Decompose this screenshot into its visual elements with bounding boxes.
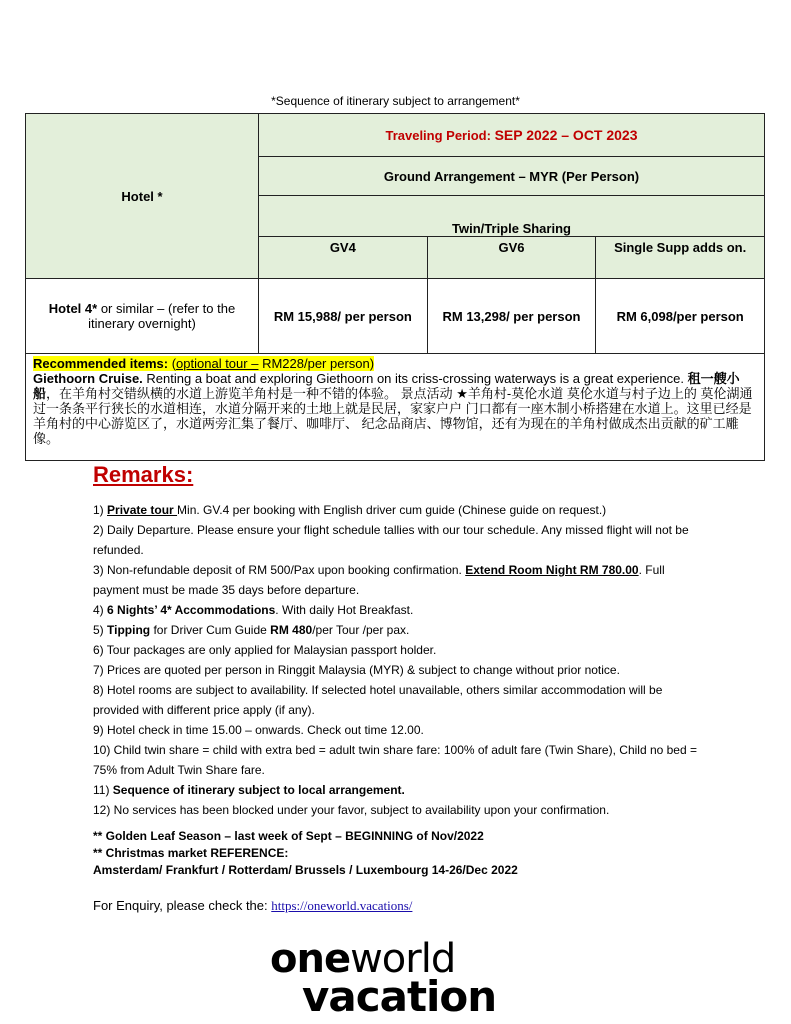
traveling-period: [259, 114, 765, 157]
oneworld-vacation-logo: [270, 936, 530, 1021]
remark-3-bold: Extend Room Night RM 780.00: [465, 563, 639, 577]
golden-leaf-note: ** Golden Leaf Season – last week of Sept – BEGINNING of Nov/2022: [93, 829, 484, 843]
remark-3: [93, 560, 703, 600]
remark-11-bold: Sequence of itinerary subject to local arrangement.: [112, 783, 405, 797]
remark-11: [93, 780, 703, 800]
remark-8: 8) Hotel rooms are subject to availability. If selected hotel unavailable, others similar accommodation will be provided with different price apply (if any).: [93, 683, 663, 717]
traveling-period-label: Traveling Period:: [385, 128, 495, 143]
ground-arrangement: Ground Arrangement – MYR (Per Person): [259, 157, 765, 196]
recommended-items: [26, 354, 765, 461]
logo-vacation: vacation: [302, 972, 497, 1021]
remark-4-bold: 6 Nights’ 4* Accommodations: [107, 603, 276, 617]
itinerary-sequence-note: *Sequence of itinerary subject to arrangement*: [271, 94, 520, 108]
column-gv4: GV4: [259, 237, 428, 279]
remarks-title: Remarks:: [93, 462, 194, 487]
hotel-row-label-bold: Hotel 4*: [48, 301, 98, 316]
remark-4: [93, 600, 703, 620]
remark-9: 9) Hotel check in time 15.00 – onwards. Check out time 12.00.: [93, 723, 424, 737]
remark-4-text: . With daily Hot Breakfast.: [275, 603, 414, 617]
remark-4-num: 4): [93, 603, 108, 617]
remark-5-mid: for Driver Cum Guide: [150, 623, 271, 637]
cruise-description: [33, 371, 757, 446]
remark-1-text: Min. GV.4 per booking with English driver cum guide (Chinese guide on request.): [177, 503, 607, 517]
pricing-table: [25, 113, 765, 461]
traveling-period-value: SEP 2022 – OCT 2023: [494, 127, 638, 143]
remark-5-num: 5): [93, 623, 108, 637]
logo-one: one: [270, 936, 351, 982]
hotel-row-label: [26, 279, 259, 354]
remark-11-num: 11): [93, 783, 113, 797]
price-gv4: RM 15,988/ per person: [259, 279, 428, 354]
enquiry-line: [93, 898, 412, 914]
optional-tour-open: (: [171, 356, 177, 371]
remark-3-text-b: . Full payment must be made 35 days before departure.: [93, 563, 665, 597]
hotel-row-label-rest: or similar – (refer to the itinerary overnight): [88, 301, 236, 331]
price-gv6: RM 13,298/ per person: [427, 279, 596, 354]
remark-10: 10) Child twin share = child with extra bed = adult twin share fare: 100% of adult fare (Twin Share), Child no bed = 75% from Adult Twin Share fare.: [93, 743, 697, 777]
cruise-desc-en: Renting a boat and exploring Giethoorn on its criss-crossing waterways is a great experience.: [142, 371, 688, 386]
column-single-supp: Single Supp adds on.: [596, 237, 765, 279]
remark-5-bold2: RM 480: [270, 623, 313, 637]
hotel-header: Hotel *: [26, 114, 259, 279]
remark-3-text-a: 3) Non-refundable deposit of RM 500/Pax upon booking confirmation.: [93, 563, 466, 577]
extra-notes: [93, 828, 518, 879]
remarks-list: [93, 500, 703, 820]
remark-2: 2) Daily Departure. Please ensure your flight schedule tallies with our tour schedule. Any missed flight will not be refunded.: [93, 523, 689, 557]
price-single-supp: RM 6,098/per person: [596, 279, 765, 354]
cruise-cn-bold: 租一艘小船: [33, 371, 740, 401]
remark-6: 6) Tour packages are only applied for Malaysian passport holder.: [93, 643, 437, 657]
recommended-label: Recommended items:: [33, 356, 172, 371]
remark-12: 12) No services has been blocked under your favor, subject to availability upon your confirmation.: [93, 803, 610, 817]
sharing-type: Twin/Triple Sharing: [259, 196, 765, 237]
christmas-cities-note: Amsterdam/ Frankfurt / Rotterdam/ Brussels / Luxembourg 14-26/Dec 2022: [93, 863, 518, 877]
remark-1: [93, 500, 703, 520]
optional-tour-link[interactable]: optional tour –: [176, 356, 259, 371]
cruise-title: Giethoorn Cruise.: [33, 371, 143, 386]
remark-1-bold: Private tour: [107, 503, 178, 517]
enquiry-text: For Enquiry, please check the:: [93, 898, 272, 913]
enquiry-link[interactable]: https://oneworld.vacations/: [271, 898, 413, 913]
remark-5-bold: Tipping: [107, 623, 151, 637]
remark-5-text: /per Tour /per pax.: [312, 623, 410, 637]
remark-7: 7) Prices are quoted per person in Ringgit Malaysia (MYR) & subject to change without prior notice.: [93, 663, 620, 677]
remark-1-num: 1): [93, 503, 108, 517]
remark-5: [93, 620, 703, 640]
optional-tour-price: RM228/per person): [258, 356, 375, 371]
recommended-line: [33, 356, 757, 371]
cruise-desc-cn: ，在羊角村交错纵横的水道上游览羊角村是一种不错的体验。 景点活动 ★羊角村-莫伦水道 莫伦水道与村子边上的 莫伦湖通过一条条平行狭长的水道相连，水道分隔开来的土地上就是民居，家家户户 门口都有一座木制小桥搭建在水道上。这里已经是羊角村的中心游览区了，水道两旁汇集了餐厅、咖啡厅、 纪念品商店、博物馆，还有为现在的羊角村做成杰出贡献的矿工雕像。: [33, 386, 753, 446]
column-gv6: GV6: [427, 237, 596, 279]
christmas-market-note: ** Christmas market REFERENCE:: [93, 846, 289, 860]
logo-world: world: [350, 936, 456, 982]
